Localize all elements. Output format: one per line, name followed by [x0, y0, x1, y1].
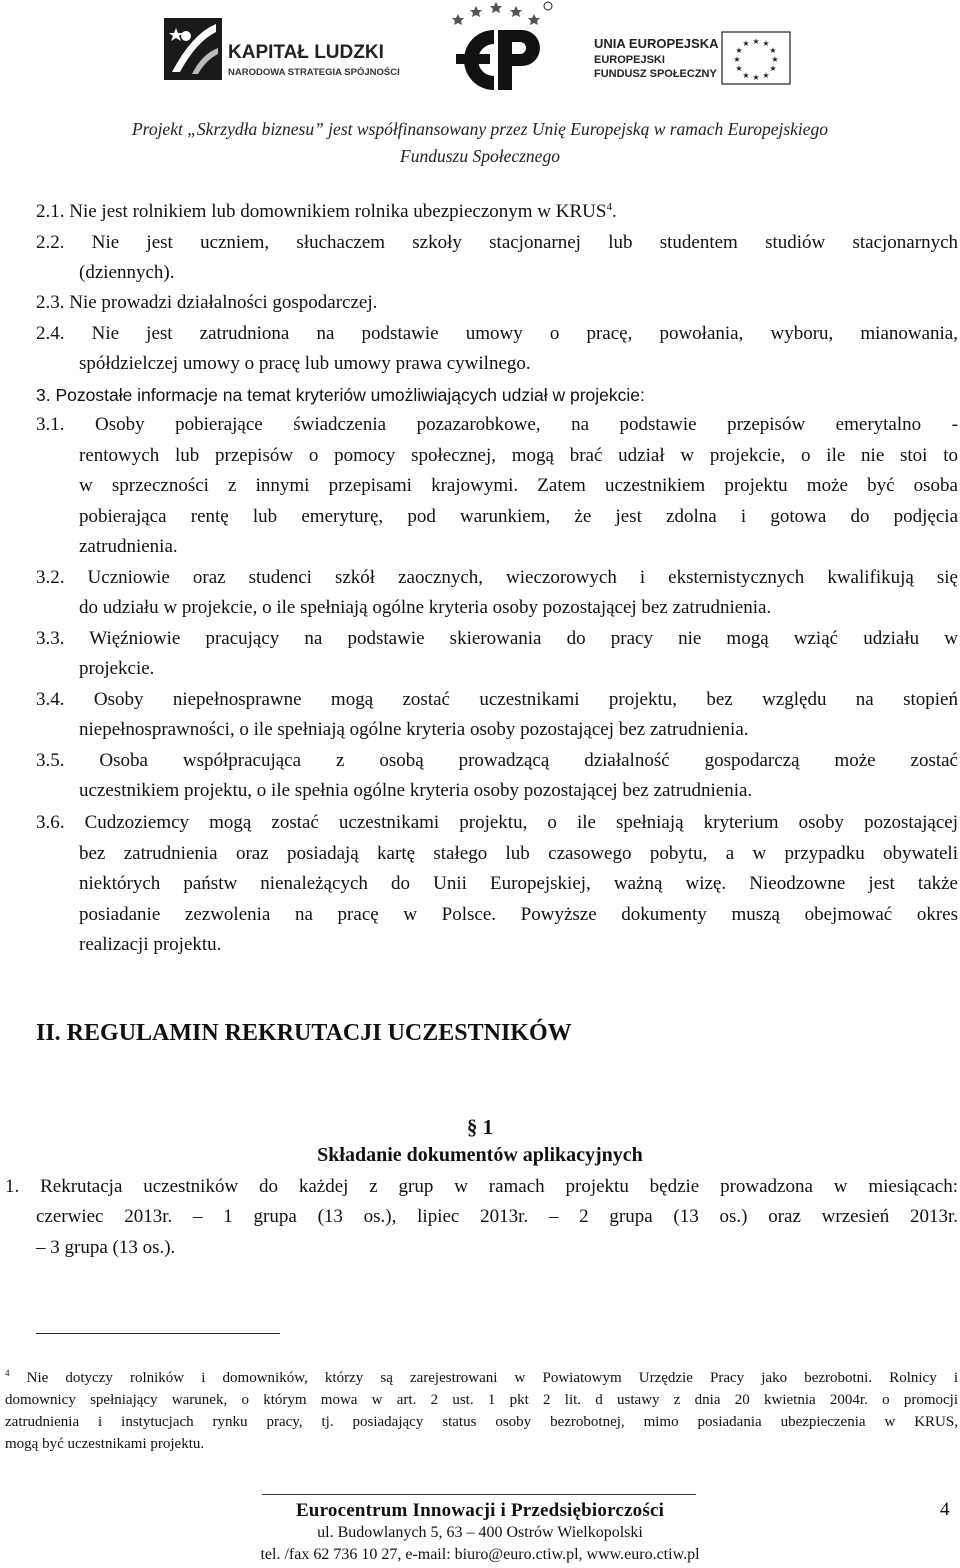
project-caption [60, 116, 900, 170]
item-3-1-line4: pobierająca rentę lub emeryturę, pod warunkiem, że jest zdolna i gotowa do podjęcia [79, 506, 958, 527]
item-3-1-line2: rentowych lub przepisów o pomocy społecznej, mogą brać udział w projekcie, o ile nie stoi to [79, 445, 958, 466]
svg-text:★: ★ [769, 64, 777, 73]
ue-fund-line1: EUROPEJSKI [594, 54, 665, 66]
footer-organization: Eurocentrum Innowacji i Przedsiębiorczości [295, 1500, 665, 1521]
item-3-4-line1: 3.4. Osoby niepełnosprawne mogą zostać uczestnikami projektu, bez względu na stopień [36, 689, 958, 710]
footnote-divider [36, 1333, 280, 1334]
kapital-ludzki-logo [162, 14, 402, 84]
ep-logo-icon [436, 0, 556, 104]
item-3-6-line4: posiadanie zezwolenia na pracę w Polsce. Powyższe dokumenty muszą obejmować okres [79, 904, 958, 925]
footnote-line3: zatrudnienia i instytucjach rynku pracy, tj. posiadający status osoby bezrobotnej, mimo posiadania ubezpieczenia w KRUS, [5, 1414, 958, 1430]
svg-text:★: ★ [752, 73, 760, 82]
eu-flag-icon [720, 30, 792, 86]
item-3-2-line2: do udziału w projekcie, o ile spełniają ogólne kryteria osoby pozostającej bez zatrudnienia. [79, 597, 772, 618]
svg-text:★: ★ [771, 55, 779, 64]
recruitment-item-line3: – 3 grupa (13 os.). [36, 1237, 176, 1258]
kapital-ludzki-title: KAPITAŁ LUDZKI [228, 42, 384, 63]
footer-address: ul. Budowlanych 5, 63 – 400 Ostrów Wielkopolski [317, 1524, 643, 1541]
item-2-4-line1: 2.4. Nie jest zatrudniona na podstawie umowy o pracę, powołania, wyboru, mianowania, [36, 323, 958, 344]
footnote-line2: domownicy spełniający warunek, o którym mowa w art. 2 ust. 1 pkt 2 lit. d ustawy z dnia 20 kwietnia 2004r. o promocji [5, 1392, 958, 1408]
item-3-1-line5: zatrudnienia. [79, 536, 178, 557]
kapital-ludzki-emblem-icon [162, 14, 224, 84]
ue-title: UNIA EUROPEJSKA [594, 36, 719, 51]
svg-text:★: ★ [762, 71, 770, 80]
item-2-2-line2: (dziennych). [79, 262, 175, 283]
kapital-ludzki-subtitle: NARODOWA STRATEGIA SPÓJNOŚCI [228, 67, 400, 78]
item-3-6-line2: bez zatrudnienia oraz posiadają kartę stałego lub czasowego pobytu, a w przypadku obywateli [79, 843, 958, 864]
footer-contact: tel. /fax 62 736 10 27, e-mail: biuro@euro.ctiw.pl, www.euro.ctiw.pl [260, 1546, 700, 1563]
svg-text:★: ★ [742, 39, 750, 48]
item-3-5-line2: uczestnikiem projektu, o ile spełnia ogólne kryteria osoby pozostającej bez zatrudnienia. [79, 780, 753, 801]
item-3-6-line5: realizacji projektu. [79, 934, 222, 955]
ue-logo [594, 30, 794, 90]
project-caption-line2: Funduszu Społecznego [400, 146, 560, 166]
svg-text:★: ★ [762, 39, 770, 48]
item-3-3-line1: 3.3. Więźniowie pracujący na podstawie skierowania do pracy nie mogą wziąć udziału w [36, 628, 958, 649]
svg-text:★: ★ [752, 37, 760, 46]
item-3-6-line3: niektórych państw nienależących do Unii Europejskiej, ważną wizę. Nieodzowne jest także [79, 873, 958, 894]
item-3-3-line2: projekcie. [79, 658, 155, 679]
item-3-2-line1: 3.2. Uczniowie oraz studenci szkół zaocznych, wieczorowych i eksternistycznych kwalifikują się [36, 567, 958, 588]
footnote-line1: $^4$ Nie dotyczy rolników i domowników, którzy są zarejestrowani w Powiatowym Urzędzie Pracy jako bezrobotni. Rolnicy i [5, 1368, 958, 1386]
item-2-1: 2.1. Nie jest rolnikiem lub domownikiem rolnika ubezpieczonym w KRUS$^4$. [36, 201, 617, 222]
item-2-3: 2.3. Nie prowadzi działalności gospodarczej. [36, 292, 378, 313]
ep-logo [436, 0, 556, 104]
svg-text:★: ★ [742, 71, 750, 80]
recruitment-item-line1: 1. Rekrutacja uczestników do każdej z grup w ramach projektu będzie prowadzona w miesiącach: [5, 1176, 958, 1197]
svg-text:★: ★ [733, 55, 741, 64]
footer-divider [262, 1494, 696, 1495]
item-2-2-line1: 2.2. Nie jest uczniem, słuchaczem szkoły stacjonarnej lub studentem studiów stacjonarnych [36, 232, 958, 253]
recruitment-item-line2: czerwiec 2013r. – 1 grupa (13 os.), lipiec 2013r. – 2 grupa (13 os.) oraz wrzesień 2013r. [36, 1206, 958, 1227]
item-3-4-line2: niepełnosprawności, o ile spełniają ogólne kryteria osoby pozostającej bez zatrudnienia. [79, 719, 749, 740]
svg-text:★: ★ [735, 46, 743, 55]
page-number: 4 [940, 1499, 950, 1520]
item-3: 3. Pozostałe informacje na temat kryteriów umożliwiających udział w projekcie: [36, 385, 645, 405]
footnote-ref[interactable]: 4 [606, 201, 612, 213]
project-caption-line1: Projekt „Skrzydła biznesu” jest współfinansowany przez Unię Europejską w ramach Europejskiego [131, 119, 829, 139]
item-3-1-line1: 3.1. Osoby pobierające świadczenia pozazarobkowe, na podstawie przepisów emerytalno - [36, 414, 958, 435]
item-3-5-line1: 3.5. Osoba współpracująca z osobą prowadzącą działalność gospodarczą może zostać [36, 750, 958, 771]
footnote-line4: mogą być uczestnikami projektu. [5, 1436, 205, 1452]
svg-text:★: ★ [769, 46, 777, 55]
ue-fund-line2: FUNDUSZ SPOŁECZNY [594, 68, 717, 80]
item-3-1-line3: w sprzeczności z innymi przepisami krajowymi. Zatem uczestnikiem projektu może być osoba [79, 475, 958, 496]
footnote-mark: 4 [5, 1368, 10, 1378]
svg-text:★: ★ [735, 64, 743, 73]
item-3-6-line1: 3.6. Cudzoziemcy mogą zostać uczestnikami projektu, o ile spełniają kryterium osoby pozostającej [36, 812, 958, 833]
paragraph-title: Składanie dokumentów aplikacyjnych [317, 1144, 643, 1166]
paragraph-number: § 1 [466, 1115, 494, 1139]
item-2-4-line2: spółdzielczej umowy o pracę lub umowy prawa cywilnego. [79, 353, 531, 374]
section-heading: II. REGULAMIN REKRUTACJI UCZESTNIKÓW [36, 1020, 572, 1046]
